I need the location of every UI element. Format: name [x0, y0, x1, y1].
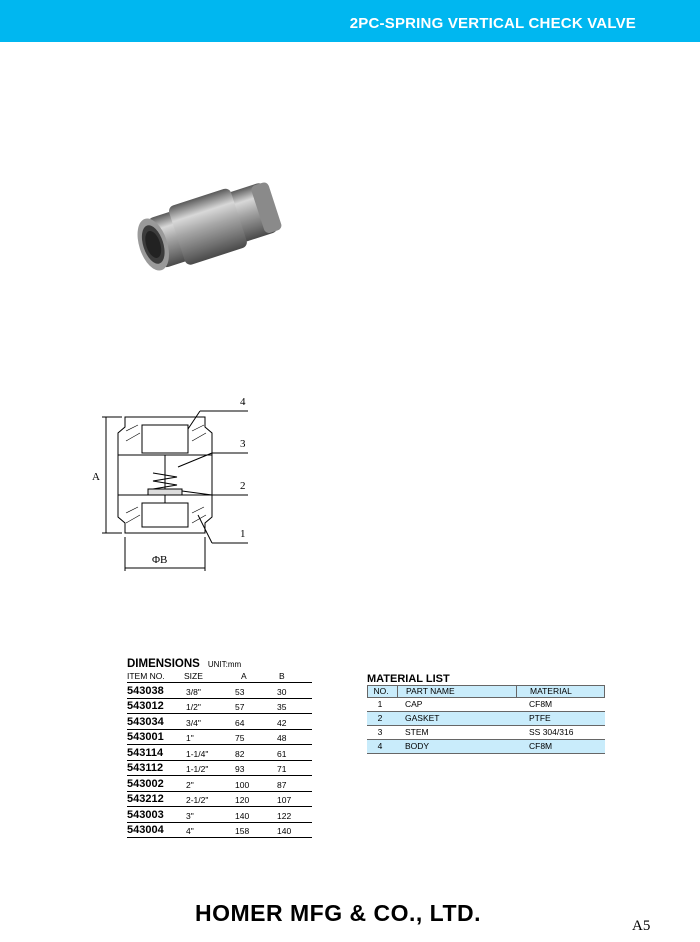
no-cell: 3: [377, 727, 383, 737]
dimensions-header-row: [127, 670, 312, 683]
a-cell: 93: [235, 764, 245, 774]
size-cell: 3/8": [186, 686, 201, 697]
b-cell: 30: [277, 686, 287, 697]
size-cell: 2": [186, 779, 194, 790]
material-header-row: [367, 685, 605, 698]
dimensions-row: [127, 683, 312, 699]
b-cell: 71: [277, 764, 287, 774]
col-part-name: PART NAME: [406, 686, 455, 696]
b-cell: 122: [277, 810, 292, 821]
a-cell: 57: [235, 702, 245, 712]
item-no-cell: 543114: [127, 746, 164, 759]
size-cell: 1-1/2": [186, 764, 209, 774]
size-cell: 4": [186, 826, 194, 836]
dimensions-row: [127, 792, 312, 808]
a-cell: 75: [235, 733, 245, 743]
col-material: MATERIAL: [530, 686, 572, 696]
item-no-cell: 543212: [127, 793, 164, 805]
material-list-table: [367, 673, 605, 754]
part-name-cell: CAP: [405, 699, 423, 709]
cross-section-drawing: [88, 385, 278, 575]
b-cell: 48: [277, 733, 287, 743]
dim-b-label: ΦB: [152, 554, 168, 566]
callout-3: 3: [240, 438, 246, 450]
material-row: [367, 726, 605, 740]
callout-4: 4: [240, 396, 246, 408]
item-no-cell: 543012: [127, 700, 164, 712]
item-no-cell: 543038: [127, 684, 164, 697]
material-cell: CF8M: [529, 741, 553, 751]
b-cell: 140: [277, 826, 292, 836]
dimensions-row: [127, 714, 312, 730]
a-cell: 158: [235, 826, 250, 836]
dimensions-row: [127, 776, 312, 792]
a-cell: 140: [235, 810, 250, 821]
b-cell: 35: [277, 702, 287, 712]
dimensions-unit: UNIT:mm: [207, 660, 242, 669]
material-list-title: MATERIAL LIST: [367, 673, 450, 685]
dimensions-row: [127, 745, 312, 761]
col-a: A: [241, 671, 247, 681]
col-size: SIZE: [184, 671, 203, 681]
a-cell: 120: [235, 795, 250, 805]
dimensions-title: DIMENSIONS: [127, 658, 200, 670]
product-photo: [120, 165, 300, 285]
item-no-cell: 543001: [127, 731, 164, 743]
size-cell: 1-1/4": [186, 748, 209, 759]
material-cell: SS 304/316: [529, 727, 574, 737]
company-name: HOMER MFG & CO., LTD.: [195, 900, 482, 926]
callout-2: 2: [240, 480, 246, 492]
part-name-cell: GASKET: [405, 713, 440, 723]
col-b: B: [279, 671, 285, 681]
page-title: 2PC-SPRING VERTICAL CHECK VALVE: [349, 15, 636, 32]
b-cell: 107: [277, 795, 292, 805]
col-no: NO.: [373, 686, 389, 696]
col-item-no: ITEM NO.: [127, 671, 165, 681]
b-cell: 61: [277, 748, 287, 759]
dimensions-table: [127, 658, 312, 838]
a-cell: 53: [235, 686, 245, 697]
a-cell: 100: [235, 779, 250, 790]
material-row: [367, 712, 605, 726]
size-cell: 1": [186, 733, 194, 743]
part-name-cell: STEM: [405, 727, 429, 737]
dim-a-label: A: [92, 471, 100, 483]
dimensions-heading: [127, 658, 312, 670]
item-no-cell: 543034: [127, 715, 164, 728]
page-number: A5: [632, 918, 651, 934]
a-cell: 82: [235, 748, 245, 759]
item-no-cell: 543004: [127, 824, 164, 836]
item-no-cell: 543003: [127, 808, 164, 821]
material-row: [367, 740, 605, 754]
material-row: [367, 698, 605, 712]
size-cell: 2-1/2": [186, 795, 209, 805]
a-cell: 64: [235, 717, 245, 728]
dimensions-row: [127, 807, 312, 823]
size-cell: 3": [186, 810, 194, 821]
dimensions-row: [127, 699, 312, 715]
part-name-cell: BODY: [405, 741, 430, 751]
no-cell: 1: [377, 699, 383, 709]
no-cell: 2: [377, 713, 383, 723]
b-cell: 87: [277, 779, 287, 790]
item-no-cell: 543112: [127, 762, 164, 774]
material-cell: CF8M: [529, 699, 553, 709]
b-cell: 42: [277, 717, 287, 728]
dimensions-row: [127, 761, 312, 777]
material-cell: PTFE: [529, 713, 551, 723]
header-banner: [0, 0, 700, 42]
item-no-cell: 543002: [127, 777, 164, 790]
dimensions-row: [127, 823, 312, 839]
size-cell: 3/4": [186, 717, 201, 728]
callout-1: 1: [240, 528, 246, 540]
size-cell: 1/2": [186, 702, 201, 712]
dimensions-row: [127, 730, 312, 746]
no-cell: 4: [377, 741, 383, 751]
